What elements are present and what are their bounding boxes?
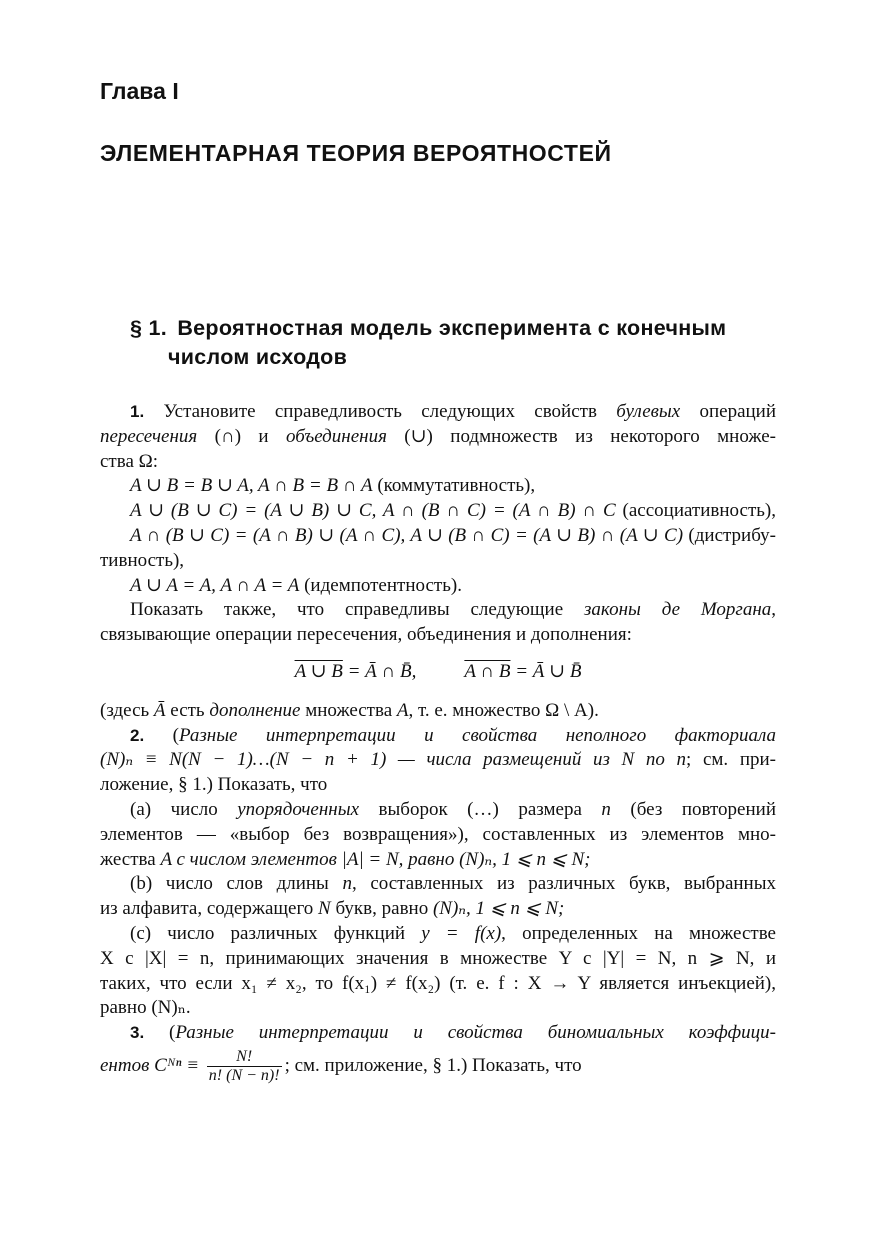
problem-1-line-1 [100,400,776,425]
problem-2a-line-1 [100,798,776,823]
chapter-label: Глава I [100,78,179,104]
de-morgan-intro-2: связывающие операции пересечения, объединения и дополнения: [100,624,632,646]
property-associativity [100,499,776,524]
text: ; см. приложение, § 1.) Показать, что [284,1054,582,1076]
formula: Cᴺⁿ ≡ [154,1054,200,1076]
formula: A ∪ B = B ∪ A, A ∩ B = B ∩ A [130,475,373,497]
problem-1-line-3: ства Ω: [100,450,159,472]
section-symbol: § 1. [130,316,168,340]
emphasis: булевых [616,401,681,422]
formula-rhs: = Ā ∩ B̄, [342,660,417,682]
text: ; см. при- [686,749,776,771]
problem-2-number: 2. [130,725,145,745]
binomial-fraction [207,1048,282,1085]
formula: A ∪ A = A, A ∩ A = A [130,574,300,596]
formula: A с числом элементов |A| = N, равно (N)ₙ, 1 ⩽ n ⩽ N; [160,848,591,870]
text: из алфавита, содержащего [100,898,319,920]
text: Установите справедливость следующих свойств [163,401,617,422]
emphasis: Разные интерпретации и свойства неполного факториала [178,724,777,746]
problem-3-line-1 [100,1021,776,1046]
text: , [771,599,777,621]
emphasis: дополнение [209,699,301,721]
fraction-denominator: n! (N − n)! [208,1066,280,1084]
text: есть [165,699,210,721]
formula-lhs: A ∪ B [294,660,343,682]
property-idempotence [100,574,776,599]
text: , составленных из различных букв, выбранных [351,873,776,895]
de-morgan-intro [100,598,776,623]
section-title-line1: Вероятностная модель эксперимента с конечным [177,316,727,340]
problem-2c-line-3: таких, что если x₁ ≠ x₂, то f(x₁) ≠ f(x₂) (т. е. f : X → Y является инъекцией), [100,972,776,994]
fraction-numerator: N! [207,1048,282,1067]
text: выборок (…) размера [359,798,602,820]
emphasis: упорядоченных [237,798,360,820]
text: , т. е. множество Ω \ A). [408,699,599,721]
formula-lhs: A ∩ B [464,660,511,682]
text: ( [144,1022,176,1044]
text: Показать также, что справедливы следующие [130,599,584,621]
text: жества [100,848,161,870]
emphasis: законы де Моргана [584,599,772,621]
problem-2a-line-3 [100,848,776,873]
formula-rhs: = Ā ∪ B̄ [510,660,582,682]
emphasis: — числа размещений из N по n [386,749,687,771]
formula: (N)ₙ ≡ N(N − 1)…(N − n + 1) [100,749,387,771]
problem-2c-line-2: X с |X| = n, принимающих значения в множестве Y с |Y| = N, n ⩾ N, и [100,947,776,969]
problem-2-line-2 [100,748,776,773]
formula: N [318,898,331,920]
chapter-title: ЭЛЕМЕНТАРНАЯ ТЕОРИЯ ВЕРОЯТНОСТЕЙ [100,140,612,166]
problem-2c-line-1 [100,922,776,947]
formula: n [601,798,611,820]
text: (b) число слов длины [130,873,343,895]
text: букв, равно [330,898,433,920]
text: (идемпотентность). [299,574,462,596]
text: (∩) и [197,425,287,447]
text: (дистрибу- [683,524,776,546]
problem-2b-line-2 [100,897,776,922]
problem-1-number: 1. [130,402,145,421]
text: , определенных на множестве [501,922,776,944]
text: операций [680,401,777,422]
text: (без повторений [610,798,776,820]
emphasis: объединения [286,425,387,447]
text: (коммутативность), [372,475,536,497]
emphasis: Разные интерпретации и свойства биномиальных коэффици- [175,1022,776,1044]
emphasis: пересечения [100,425,198,447]
problem-2b-line-1 [100,872,776,897]
text: (здесь [100,699,154,721]
formula: y = f(x) [421,922,502,944]
property-commutativity [100,474,776,499]
section-title-line2: числом исходов [168,345,348,369]
text: множества [300,699,397,721]
formula: (N)ₙ, 1 ⩽ n ⩽ N; [432,898,565,920]
text: (ассоциативность), [622,500,776,522]
formula: Ā [153,699,166,721]
formula: n [342,873,352,895]
formula: A [396,699,409,721]
complement-note [100,699,776,724]
text: (c) число различных функций [130,922,422,944]
section-heading [130,314,776,372]
problem-2-line-1 [100,724,776,749]
section-body [100,400,776,1085]
problem-2c-line-4: равно (N)ₙ. [100,997,191,1019]
text: (a) число [130,798,238,820]
problem-2a-line-2: элементов — «выбор без возвращения»), составленных из элементов мно- [100,823,776,845]
de-morgan-formula [100,660,776,685]
problem-2-line-3: ложение, § 1.) Показать, что [100,774,328,796]
formula: A ∪ (B ∪ C) = (A ∪ B) ∪ C, A ∩ (B ∩ C) = (A ∩ B) ∩ C [130,500,616,522]
text: ( [144,724,179,746]
problem-3-line-2 [100,1048,776,1085]
problem-3-number: 3. [130,1023,145,1043]
property-distributivity [100,524,776,549]
emphasis: ентов [100,1054,155,1076]
formula: A ∩ (B ∪ C) = (A ∩ B) ∪ (A ∩ C), A ∪ (B ∩ C) = (A ∪ B) ∩ (A ∪ C) [130,524,684,546]
property-distributivity-cont: тивность), [100,549,185,571]
text: (∪) подмножеств из некоторого множе- [386,425,777,447]
problem-1-line-2 [100,425,776,450]
